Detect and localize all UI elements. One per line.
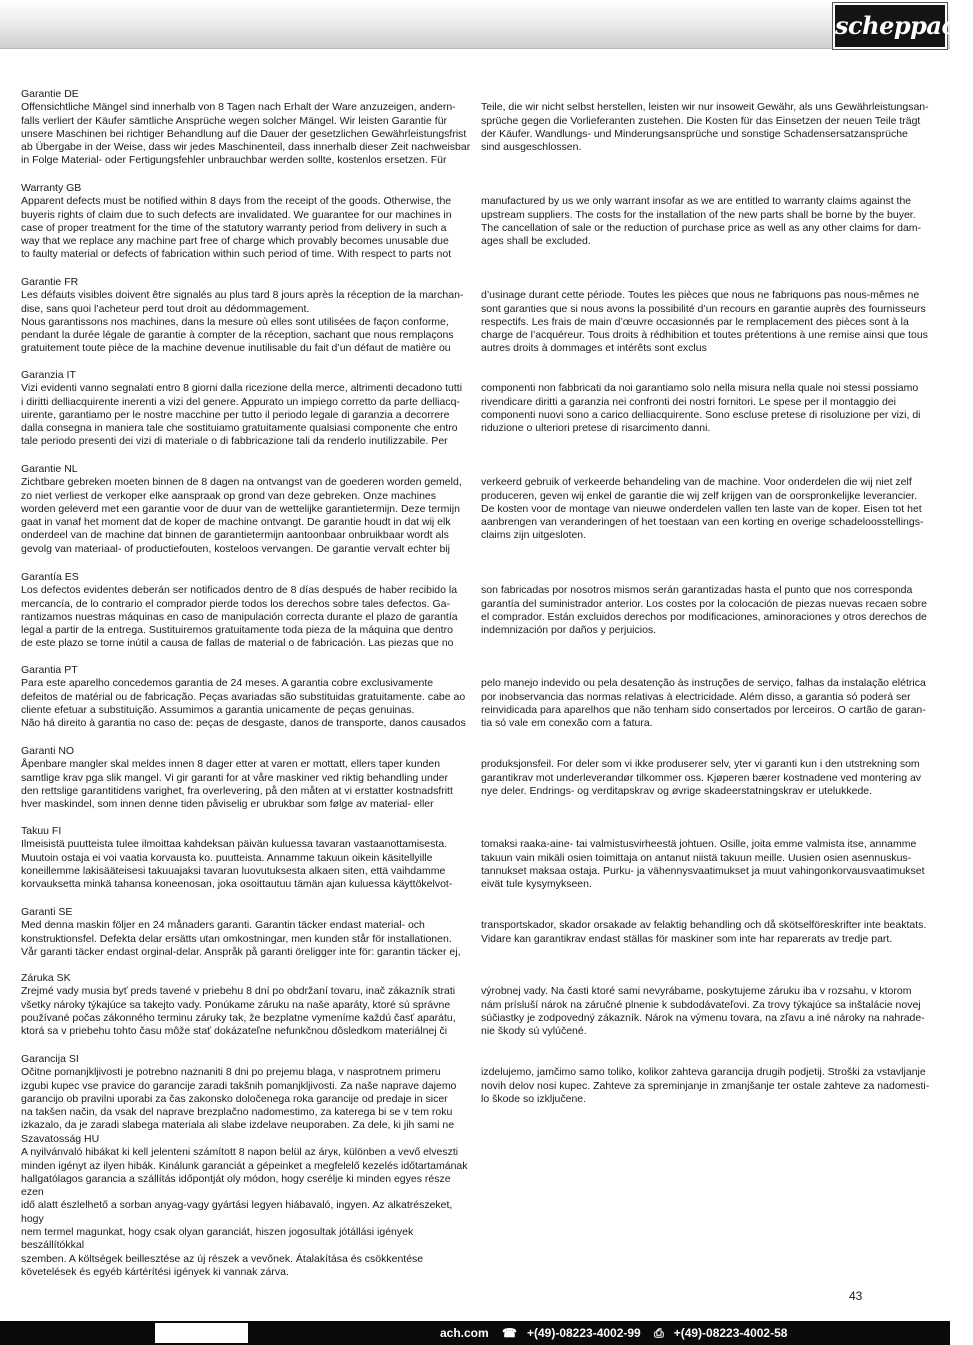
footer-blank-box [155,1323,248,1343]
warranty-section-se [21,906,931,959]
brand-logo: scheppach [833,3,947,49]
section-text-right: son fabricadas por nosotros mismos serán garantizadas hasta el punto que nos corresponda garantía del suministrador anterior. Los costes por la colocación de piezas nuevas recaen sobre el comprador. Están excluidos derechos por modificaciones, aminoraciones y otros derechos de indemnización por daños y perjuicios. [481,584,927,637]
phone-number: +(49)-08223-4002-99 [526,1326,641,1340]
section-title: Garanti NO [21,745,75,757]
page-number: 43 [849,1289,863,1303]
warranty-section-es [21,571,931,651]
section-text-right: pelo manejo indevido ou pela desatenção às instruções de serviço, falhas da instalação elétrica por inobservancia das normas relativas à electricidade. Além disso, a garantia só poderá ser reinvidicada para aparelhos que não tenham sido consertados por lerceiros. O cartão de garan- tia só vale em conexão com a fatura. [481,677,926,730]
section-text-left: Les défauts visibles doivent être signalés au plus tard 8 jours après la réception de la marchan- dise, sans quoi l’acheteur perd tout droit au dédommagement. Nous garantissons nos machines, dans la mesure où elles sont utilisées de façon conforme, pendant la durée légale de garantie à compter de la réception, sachant que nous remplaçons gratuitement toute pièce de la machine devenue inutilisable du fait d’un défaut de matière ou [21,289,464,355]
warranty-section-pt [21,664,931,730]
website-text: ach.com [440,1326,489,1340]
section-title: Záruka SK [21,972,71,984]
section-text-right: produksjonsfeil. For deler som vi ikke produserer selv, yter vi garanti kun i den utstrekning som garantikrav mot underleverandør tilkommer oss. Kjøperen bærer kostnadene ved montering av nye deler. Endrings- og verditapskrav og øvrige skadeerstatningskrav er utelukkede. [481,758,922,797]
section-title: Garantie FR [21,276,79,288]
footer-bar [0,1321,950,1345]
section-text-left: Para este aparelho concedemos garantia de 24 meses. A garantia cobre exclusivamente defeitos de matérial ou de fabricação. Peças avariadas são substituidas gratuitamente. cabe ao cliente efetuar a substituição. Assumimos a garantia unicamente de peças genuinas. Não há direito à garantia no caso de: peças de desgaste, danos de transporte, danos causados [21,677,466,730]
fax-icon: ⎙ [654,1326,664,1340]
section-title: Garantia PT [21,664,78,676]
section-text-right: d’usinage durant cette période. Toutes les pièces que nous ne fabriquons pas nous-mêmes ne sont garanties que si nous avons la possibilité d’un recours en garantie auprès des fournisseurs respectifs. Les frais de main d’œuvre occasionnés par le remplacement des pièces sont à la charge de l’acquéreur. Tous droits à rédhibition et toutes prétentions à une remise ainsi que tous autres droits à dommages et intérêts sont exclus [481,289,928,355]
section-text-left: Očitne pomanjkljivosti je potrebno naznaniti 8 dni po prejemu blaga, v nasprotnem primeru izgubi kupec vse pravice do garancije zaradi takšnih pomanjkljivosti. Za naše naprave dajemo garancijo ob pravilni uporabi za čas zakonsko določenega roka garancije od predaje in sicer na takšen način, da vsak del naprave brezplačno nadomestimo, za katerega bi se v tem roku izkazalo, da je zaradi slabega materiala ali slabe izdelave neuporaben. Za dele, ki jih sami ne [21,1066,457,1132]
fax-number: +(49)-08223-4002-58 [673,1326,788,1340]
section-text-right: verkeerd gebruik of verkeerde behandeling van de machine. Voor onderdelen die wij niet zelf produceren, geven wij enkel de garantie die wij zelf krijgen van de oorspronkelijke leverancier. De kosten voor de montage van nieuwe onderdelen vallen ten laste van de koper. Eisen tot het aanbrengen van veranderingen of het toestaan van een korting en overige schadeloosstellings- claims zijn uitgesloten. [481,476,924,542]
header-bar [0,0,973,49]
section-text-right: Teile, die wir nicht selbst herstellen, leisten wir nur insoweit Gewähr, als uns Gewährleistungsan- sprüche gegen die Vorlieferanten zustehen. Die Kosten für das Einsetzen der neuen Teile trägt der Käufer. Wandlungs- und Minderungsansprüche und sonstige Schadensersatzansprüche sind ausgeschlossen. [481,101,929,154]
warranty-section-no [21,745,931,811]
section-text-left: Zrejmé vady musia byť preds tavené v priebehu 8 dní po obdržaní tovaru, inač zákazník strati všetky nároky týkajúce sa takejto vady. Ponúkame záruku na naše aparáty, ktoré sú správne používané počas zákonného terminu záruky tak, že bezplatne vymeníme každú časť aparátu, ktorá sa v priebehu tohto času môže stať dokázateľne nefunkčnou dôsledkom materiálnej či [21,985,456,1038]
section-title: Garantie DE [21,88,79,100]
section-text-right: výrobnej vady. Na časti ktoré sami nevyrábame, poskytujeme záruku iba v rozsahu, v ktorom nám prísluší nárok na záručné plnenie k subdodávateľovi. Za trovy týkajúce sa inštalácie novej súčiastky je zodpovedný zákazník. Nárok na výmenu tovara, na zľavu a iné nároky na nahrade- nie škody sú vylúčené. [481,985,925,1038]
section-title: Garanti SE [21,906,73,918]
section-text-right: izdelujemo, jamčimo samo toliko, kolikor zahteva garancija drugih podjetij. Stroški za vstavljanje novih delov nosi kupec. Zahteve za spreminjanje in zmanjšanje ter ostale zahteve za nadomesti- lo škode so izključene. [481,1066,930,1105]
section-title: Garantía ES [21,571,79,583]
section-title: Warranty GB [21,182,82,194]
warranty-section-nl [21,463,931,556]
section-text-left: Åpenbare mangler skal meldes innen 8 dager etter at varen er mottatt, ellers taper kunden samtlige krav pga slik mangel. Vi gir garanti for at våre maskiner ved riktig behandling under den rettslige garantitidens varighet, fra overlevering, på den måten at vi erstatter kostnadsfritt hver maskindel, som innen denne tiden påviselig er ubrukbar som følge av material- eller [21,758,453,811]
section-text-right: componenti non fabbricati da noi garantiamo solo nella misura nella quale noi stessi possiamo rivendicare diritti a garanzia nei confronti dei nostri fornitori. Le spese per il montaggio dei componenti nuovi sono a carico delliacquirente. Sono escluse pretese di risoluzione per vizi, di riduzione o ulteriori pretese di risarcimento danni. [481,382,921,435]
section-text-left: Zichtbare gebreken moeten binnen de 8 dagen na ontvangst van de goederen worden gemeld, zo niet verliest de verkoper elke aanspraak op grond van deze gebreken. Onze machines worden geleverd met een garantie voor de duur van de wettelijke garantietermijn. Deze termijn gaat in vanaf het moment dat de koper de machine ontvangt. De garantie houdt in dat wij elk onderdeel van de machine dat binnen de garantietermijn aantoonbaar onbruikbaar wordt als gevolg van materiaal- of productiefouten, kosteloos vervangen. De garantie vervalt echter bij [21,476,462,555]
section-text-right: transportskador, skador orsakade av felaktig behandling och då skötselföreskrifter inte beaktats. Vidare kan garantikrav endast ställas för maskiner som inte har reparerats av tredje part. [481,919,927,945]
warranty-section-gb [21,182,931,262]
warranty-section-si [21,1053,931,1133]
section-text-left: Los defectos evidentes deberán ser notificados dentro de 8 días después de haber recibido la mercancía, de lo contrario el comprador pierde todos los derechos sobre tales defectos. Ga- rantizamos nuestras máquinas en caso de manipulación correcta durante el plazo de garantía legal a partir de la entrega. Sustituiremos gratuitamente toda pieza de la máquina que dentro de este plazo se torne inútil a causa de fallas de material o de fabricación. Las piezas que no [21,584,458,650]
section-title: Garantie NL [21,463,78,475]
section-title: Garanzia IT [21,369,76,381]
section-text-right: manufactured by us we only warrant insofar as we are entitled to warranty claims against the upstream suppliers. The costs for the installation of the new parts shall be borne by the buyer. The cancellation of sale or the reduction of purchase price as well as any other claims for dam- ages shall be excluded. [481,195,922,248]
warranty-section-hu [21,1133,931,1279]
footer-contact [440,1321,797,1345]
warranty-section-de [21,88,931,168]
section-text-left: Offensichtliche Mängel sind innerhalb von 8 Tagen nach Erhalt der Ware anzuzeigen, andern- falls verliert der Käufer sämtliche Ansprüche wegen solcher Mängel. Wir leisten Garantie für unsere Maschinen bei richtiger Behandlung auf die Dauer der gesetzlichen Gewährleistungsfrist ab Übergabe in der Weise, dass wir jedes Maschinenteil, dass innerhalb dieser Zeit nachweisbar in Folge Material- oder Fertigungsfehler unbrauchbar werden sollte, kostenlos ersetzen. Für [21,101,471,167]
section-text-left: Ilmeisistä puutteista tulee ilmoittaa kahdeksan päivän kuluessa tavaran vastaanottamisesta. Muutoin ostaja ei voi vaatia korvausta ko. puutteista. Annamme takuun oikein käsitellyille koneillemme lakisääteisesi takuuajaksi tavaran luovutuksesta alkaen siten, että vaihdamme korvauksetta minkä tahansa koneenosan, joka osoittautuu tämän ajan kuluessa käyttökelvot- [21,838,453,891]
section-text-left: Apparent defects must be notified within 8 days from the receipt of the goods. Otherwise, the buyeris rights of claim due to such defects are invalidated. We guarantee for our machines in case of proper treatment for the time of the statutory warranty period from delivery in such a way that we replace any machine part free of charge which provably becomes unusable due to faulty material or defects of fabrication within such period of time. With respect to parts not [21,195,452,261]
warranty-section-sk [21,972,931,1038]
section-text-right: tomaksi raaka-aine- tai valmistusvirheestä johtuen. Osille, joita emme valmista itse, annamme takuun vain mikäli osien toimittaja on antanut niistä takuun meille. Uusien osien asennuskus- tannukset maksaa ostaja. Purku- ja vähennysvaatimukset ja muut vahingonkorvausvaatimukset eivät tule kysymykseen. [481,838,925,891]
warranty-section-fr [21,276,931,356]
section-text-left: A nyilvánvaló hibákat ki kell jelenteni számított 8 napon belül az árук, különben a vevő elveszti minden igényt az ilyen hibák. Kinálunk garanciát a gépeinket a megfelelő kezelés időtartamának hallgatólagos garancia a szállítás időpontját oly módon, hogy cserélje ki minden egyes része ezen idő alatt észlelhető a sorban anyag-vagy gyártási legyen hiábavaló, ingyen. Az alkatrészeket, hogy nem termel magunkat, hogy csak olyan garanciát, hiszen jogosultak jótállási igények beszállítókkal szemben. A költségek beillesztése az új részek a vevőnek. Átalakítása és csökkentése követelések és egyéb kártérítési igények ki vannak zárva. [21,1146,468,1278]
section-text-left: Vizi evidenti vanno segnalati entro 8 giorni dalla ricezione della merce, altrimenti decadono tutti i diritti delliacquirente inerenti a vizi del genere. Appurato un impiego corretto da parte delliacq- uirente, garantiamo per le nostre macchine per tutto il periodo legale di garanzia a decorrere dalla consegna in maniera tale che sostituiamo gratuitamente qualsiasi componente che entro tale periodo presenti dei vizi di materiale o di fabbricazione tali da renderlo inutilizzabile. Per [21,382,463,448]
section-title: Takuu FI [21,825,62,837]
telephone-icon: ☎ [502,1326,517,1340]
section-text-left: Med denna maskin följer en 24 månaders garanti. Garantin täcker endast material- och konstruktionsfel. Defekta delar ersätts utan omkostningar, men kunden står för installationen. Vår garanti täcker endast orginal-delar. Anspråk på garanti öreligger inte för: garantin täcker ej, [21,919,461,958]
section-title: Garancija SI [21,1053,79,1065]
section-title: Szavatosság HU [21,1133,100,1145]
warranty-section-fi [21,825,931,891]
warranty-section-it [21,369,931,449]
